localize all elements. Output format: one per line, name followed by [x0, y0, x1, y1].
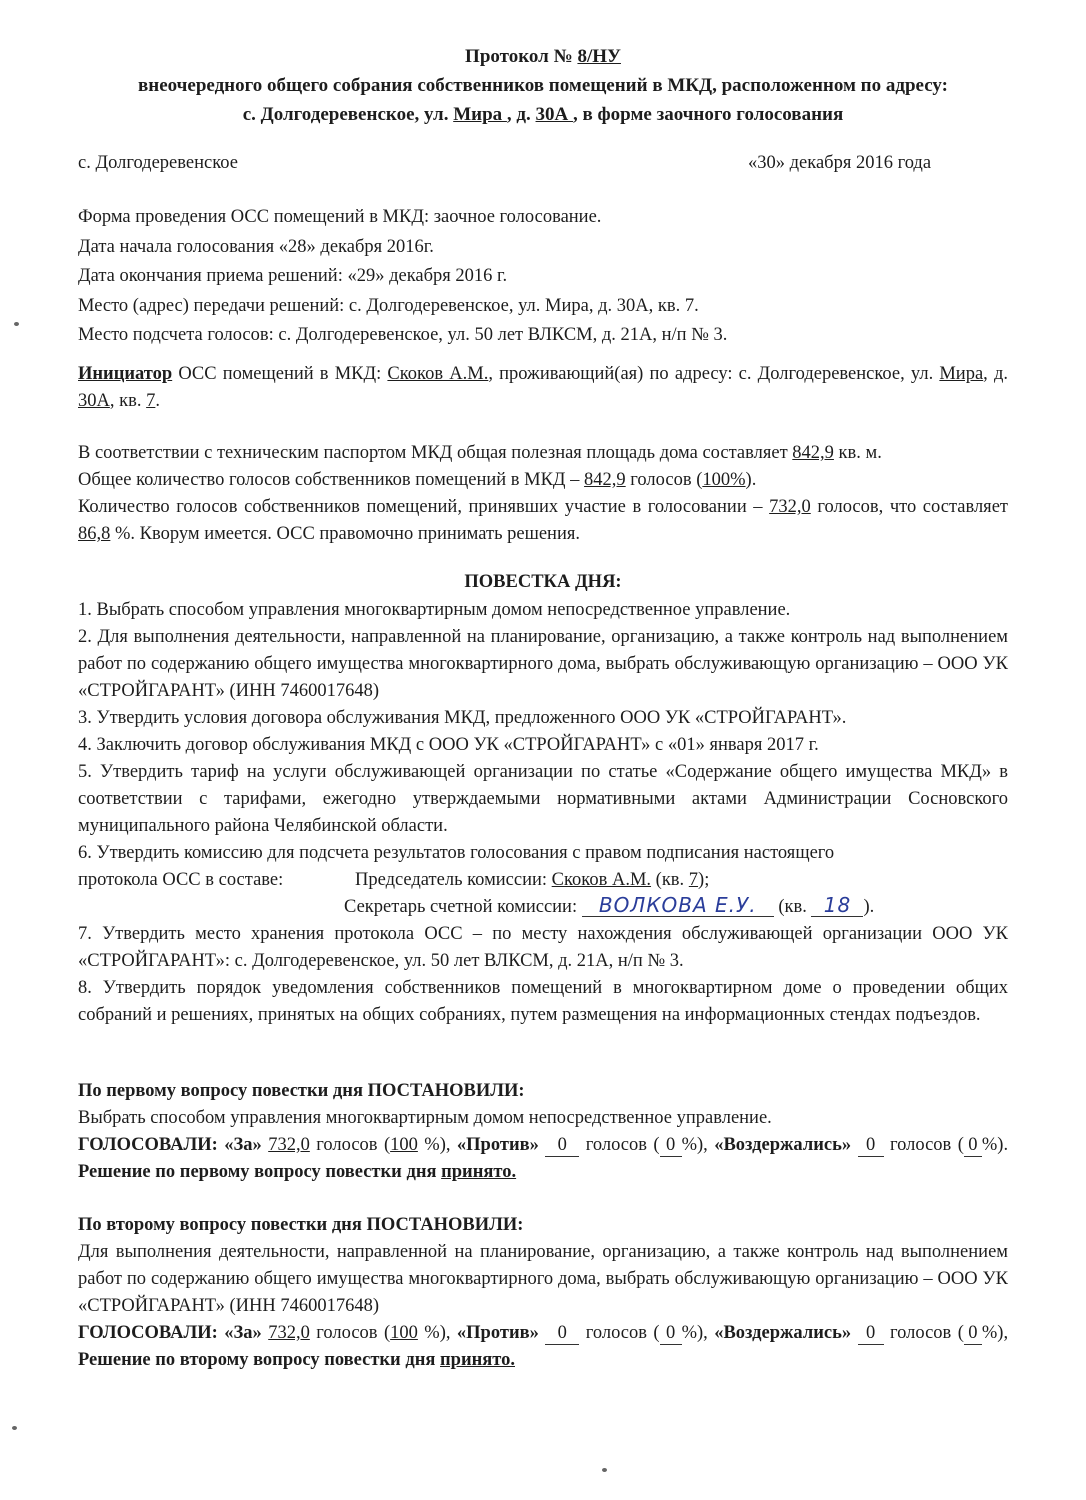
stats-paragraph — [78, 440, 1008, 548]
area-line: В соответствии с техническим паспортом МКД общая полезная площадь дома составляет 842,9 кв. м. — [78, 443, 882, 463]
place: с. Долгодеревенское — [78, 153, 238, 173]
q2-votes: ГОЛОСОВАЛИ: «За» 732,0 голосов (100 %), «Против» 0 голосов ( 0 %), «Воздержались» 0 голосов ( 0 %), Решение по второму вопросу повестки дня принято. — [78, 1323, 1009, 1370]
scan-speck — [14, 322, 19, 326]
q1-text: Выбрать способом управления многоквартирным домом непосредственное управление. — [78, 1108, 772, 1128]
participation-line: Количество голосов собственников помещений, принявших участие в голосовании – 732,0 голосов, что составляет 86,8 %. Кворум имеется. ОСС правомочно принимать решения. — [78, 497, 1008, 544]
agenda-title: ПОВЕСТКА ДНЯ: — [464, 572, 622, 592]
info-line: Дата начала голосования «28» декабря 2016г. — [78, 236, 434, 257]
q1-heading: По первому вопросу повестки дня ПОСТАНОВИЛИ: — [78, 1081, 525, 1101]
agenda-item: 3. Утвердить условия договора обслуживания МКД, предложенного ООО УК «СТРОЙГАРАНТ». — [78, 708, 847, 728]
initiator-paragraph: Инициатор ОСС помещений в МКД: Скоков А.М., проживающий(ая) по адресу: с. Долгодеревенское, ул. Мира, д. 30А, кв. 7. — [78, 364, 1008, 411]
agenda-item: 7. Утвердить место хранения протокола ОСС – по месту нахождения обслуживающей организации ООО УК «СТРОЙГАРАНТ»: с. Долгодеревенское, ул. 50 лет ВЛКСМ, д. 21А, н/п № 3. — [78, 924, 1008, 971]
question-2 — [78, 1212, 1008, 1374]
document-header — [0, 42, 1086, 129]
place-date-row — [78, 150, 1008, 177]
agenda-item-commission: протокола ОСС в составе: Председатель комиссии: Скоков А.М. (кв. 7); — [78, 867, 1008, 894]
commission-chair: Председатель комиссии: Скоков А.М. (кв. 7); — [355, 870, 710, 890]
agenda-item: 6. Утвердить комиссию для подсчета результатов голосования с правом подписания настоящего — [78, 843, 835, 863]
q2-text: Для выполнения деятельности, направленной на планирование, организацию, а также контроль над выполнением работ по содержанию общего имущества многоквартирного дома, выбрать обслуживающую организацию – ООО УК «СТРОЙГАРАНТ» (ИНН 7460017648) — [78, 1242, 1008, 1316]
commission-secretary: Секретарь счетной комиссии: ВОЛКОВА Е.У. (кв. 18 ). — [344, 893, 875, 917]
total-votes-line: Общее количество голосов собственников помещений в МКД – 842,9 голосов (100%). — [78, 470, 757, 490]
scan-speck — [12, 1426, 17, 1430]
agenda-item: 8. Утвердить порядок уведомления собственников помещений в многоквартирном доме о проведении общих собраний и решениях, принятых на общих собраниях, путем размещения на информационных стендах подъездов. — [78, 978, 1008, 1025]
protocol-address: с. Долгодеревенское, ул. Мира , д. 30А , в форме заочного голосования — [242, 104, 844, 125]
date: «30» декабря 2016 года — [748, 153, 932, 173]
agenda-item: 5. Утвердить тариф на услуги обслуживающей организации по статье «Содержание общего имущества МКД» в соответствии с тарифами, ежегодно утверждаемыми нормативными актами Администрации Сосновского муниципального района Челябинской области. — [78, 762, 1008, 836]
info-line: Форма проведения ОСС помещений в МКД: заочное голосование. — [78, 207, 602, 227]
agenda-item: 1. Выбрать способом управления многоквартирным домом непосредственное управление. — [78, 600, 791, 620]
info-line: Место (адрес) передачи решений: с. Долгодеревенское, ул. Мира, д. 30А, кв. 7. — [78, 295, 699, 316]
agenda-item: 2. Для выполнения деятельности, направленной на планирование, организацию, а также контроль над выполнением работ по содержанию общего имущества многоквартирного дома, выбрать обслуживающую организацию – ООО УК «СТРОЙГАРАНТ» (ИНН 7460017648) — [78, 627, 1008, 701]
agenda-list — [78, 597, 1008, 1029]
scan-speck — [602, 1468, 607, 1472]
secretary-handwritten-name: ВОЛКОВА Е.У. — [582, 894, 774, 917]
question-1 — [78, 1078, 1008, 1186]
info-line: Дата окончания приема решений: «29» декабря 2016 г. — [78, 266, 508, 286]
agenda-item: 4. Заключить договор обслуживания МКД с ООО УК «СТРОЙГАРАНТ» с «01» января 2017 г. — [78, 735, 819, 755]
meeting-info — [78, 203, 1008, 351]
info-line: Место подсчета голосов: с. Долгодеревенское, ул. 50 лет ВЛКСМ, д. 21А, н/п № 3. — [78, 325, 728, 345]
protocol-title: Протокол № 8/НУ — [465, 46, 621, 67]
q2-heading: По второму вопросу повестки дня ПОСТАНОВИЛИ: — [78, 1215, 524, 1235]
secretary-handwritten-flat: 18 — [811, 894, 863, 917]
q1-votes: ГОЛОСОВАЛИ: «За» 732,0 голосов (100 %), «Против» 0 голосов ( 0 %), «Воздержались» 0 голосов ( 0 %). Решение по первому вопросу повестки дня принято. — [78, 1135, 1009, 1182]
protocol-subtitle: внеочередного общего собрания собственников помещений в МКД, расположенном по адресу: — [138, 75, 948, 96]
